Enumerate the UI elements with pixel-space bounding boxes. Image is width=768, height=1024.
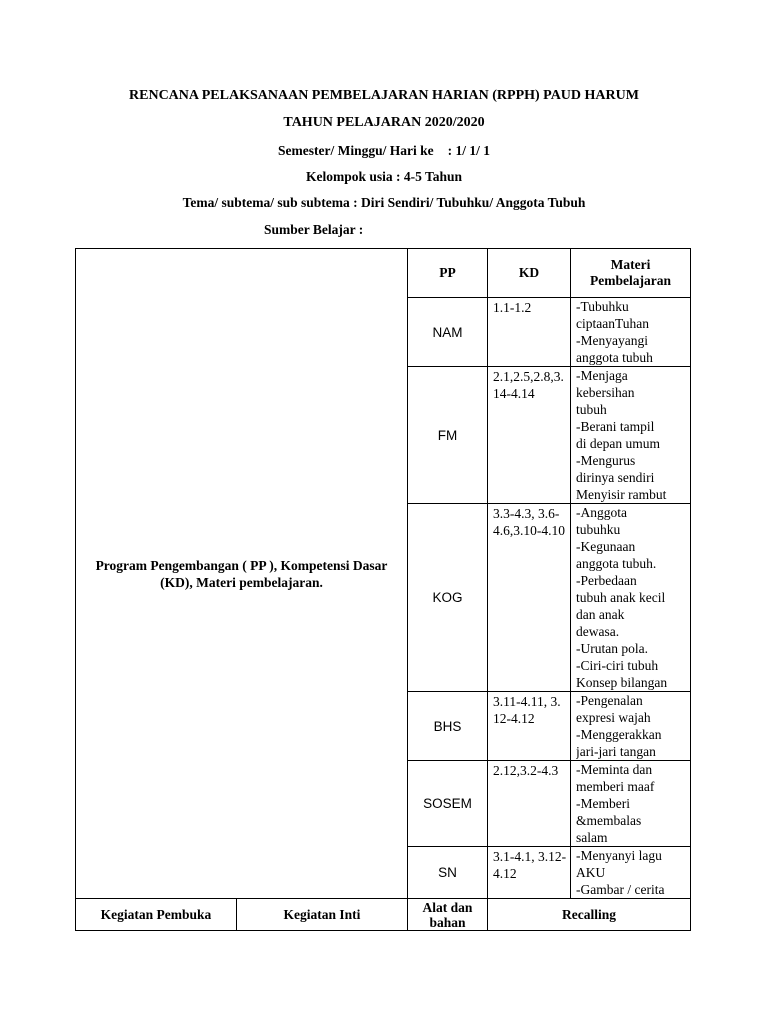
materi-line: -Meminta dan — [576, 762, 653, 777]
materi-line: tubuh — [576, 402, 607, 417]
materi-line: -Menyanyi lagu — [576, 848, 662, 863]
pp-cell: KOG — [408, 504, 488, 692]
pp-cell: FM — [408, 367, 488, 504]
materi-line: Konsep bilangan — [576, 675, 668, 690]
semester-label: Semester/ Minggu/ Hari ke — [278, 143, 434, 158]
alat-bahan-header: Alat dan bahan — [408, 899, 488, 931]
academic-year: TAHUN PELAJARAN 2020/2020 — [283, 115, 485, 130]
materi-line: -Ciri-ciri tubuh — [576, 658, 659, 673]
kd-cell: 2.12,3.2-4.3 — [488, 761, 571, 847]
materi-line: -Memberi — [576, 796, 630, 811]
pp-cell: NAM — [408, 298, 488, 367]
materi-line: -Tubuhku — [576, 299, 629, 314]
recalling-header: Recalling — [488, 899, 691, 931]
materi-cell — [571, 367, 691, 504]
table-header-row — [76, 249, 691, 298]
materi-line: salam — [576, 830, 608, 845]
materi-line: expresi wajah — [576, 710, 651, 725]
pp-cell: SN — [408, 847, 488, 899]
document-title: RENCANA PELAKSANAAN PEMBELAJARAN HARIAN (RPPH) PAUD HARUM — [129, 88, 639, 103]
theme-line: Tema/ subtema/ sub subtema : Diri Sendiri/ Tubuhku/ Anggota Tubuh — [182, 195, 586, 210]
rpph-table — [75, 248, 691, 931]
pp-cell: BHS — [408, 692, 488, 761]
materi-line: -Menyayangi — [576, 333, 648, 348]
kegiatan-pembuka-header: Kegiatan Pembuka — [76, 899, 237, 931]
materi-line: -Urutan pola. — [576, 641, 648, 656]
materi-line: ciptaanTuhan — [576, 316, 649, 331]
materi-line: -Berani tampil — [576, 419, 655, 434]
program-cell: Program Pengembangan ( PP ), Kompetensi Dasar (KD), Materi pembelajaran. — [76, 249, 408, 899]
kd-cell: 3.1-4.1, 3.12-4.12 — [488, 847, 571, 899]
table-footer-row — [76, 899, 691, 931]
materi-cell — [571, 761, 691, 847]
kegiatan-inti-header: Kegiatan Inti — [237, 899, 408, 931]
materi-cell — [571, 504, 691, 692]
semester-value: : 1/ 1/ 1 — [447, 143, 490, 158]
materi-cell — [571, 692, 691, 761]
materi-line: &membalas — [576, 813, 642, 828]
pp-cell: SOSEM — [408, 761, 488, 847]
materi-line: -Perbedaan — [576, 573, 637, 588]
col-header-pp: PP — [408, 249, 488, 298]
materi-line: AKU — [576, 865, 606, 880]
kd-cell: 3.11-4.11, 3.12-4.12 — [488, 692, 571, 761]
kd-cell: 1.1-1.2 — [488, 298, 571, 367]
materi-line: jari-jari tangan — [576, 744, 656, 759]
materi-line: -Mengurus — [576, 453, 636, 468]
materi-line: tubuhku — [576, 522, 621, 537]
materi-line: dewasa. — [576, 624, 620, 639]
semester-line — [0, 143, 768, 159]
materi-line: -Anggota — [576, 505, 627, 520]
col-header-materi: Materi Pembelajaran — [571, 249, 691, 298]
materi-line: kebersihan — [576, 385, 635, 400]
kd-cell: 2.1,2.5,2.8,3.14-4.14 — [488, 367, 571, 504]
materi-line: -Menjaga — [576, 368, 628, 383]
learning-source-line: Sumber Belajar : — [264, 222, 364, 237]
materi-line: -Menggerakkan — [576, 727, 662, 742]
materi-line: memberi maaf — [576, 779, 655, 794]
materi-line: di depan umum — [576, 436, 660, 451]
materi-line: -Kegunaan — [576, 539, 636, 554]
materi-line: anggota tubuh. — [576, 556, 657, 571]
kd-cell: 3.3-4.3, 3.6-4.6,3.10-4.10 — [488, 504, 571, 692]
materi-cell — [571, 847, 691, 899]
materi-line: -Pengenalan — [576, 693, 643, 708]
age-group-line: Kelompok usia : 4-5 Tahun — [305, 169, 463, 184]
materi-line: tubuh anak kecil — [576, 590, 666, 605]
materi-line: anggota tubuh — [576, 350, 653, 365]
materi-line: dan anak — [576, 607, 625, 622]
materi-line: Menyisir rambut — [576, 487, 667, 502]
col-header-kd: KD — [488, 249, 571, 298]
materi-line: -Gambar / cerita — [576, 882, 665, 897]
materi-line: dirinya sendiri — [576, 470, 655, 485]
materi-cell — [571, 298, 691, 367]
